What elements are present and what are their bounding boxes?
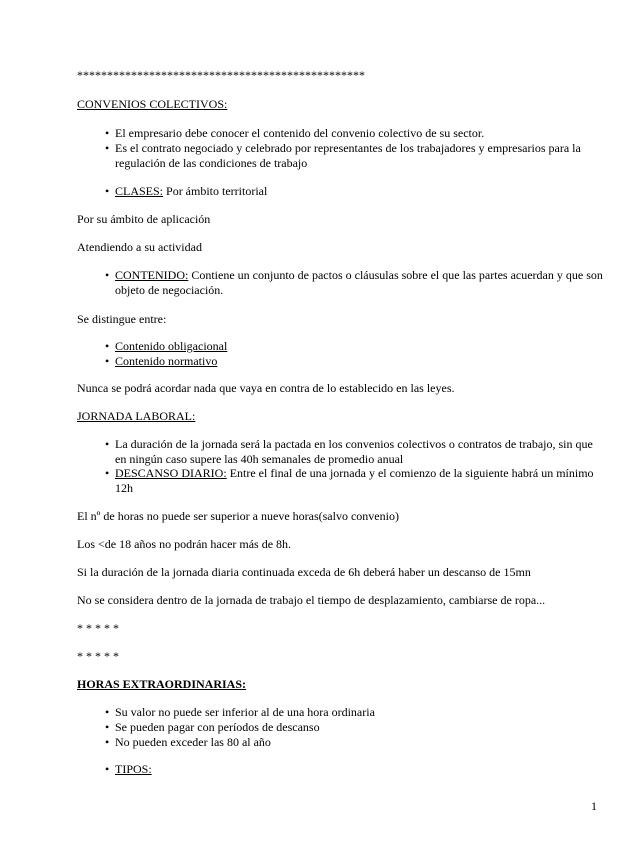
list-item (105, 184, 605, 199)
jornada-bullet-list (105, 437, 605, 452)
heading-horas-extra: HORAS EXTRAORDINARIAS: (77, 677, 247, 691)
list-item: • Contenido normativo (105, 354, 605, 369)
list-item: • Es el contrato negociado y celebrado por representantes de los trabajadores y empresarios para la (105, 141, 605, 156)
contenido-text: Contiene un conjunto de pactos o cláusulas sobre el que las partes acuerdan y que son (188, 268, 603, 282)
paragraph-distingue: Se distingue entre: (77, 312, 167, 326)
descanso-list (105, 466, 605, 481)
tipos-list (105, 762, 605, 777)
list-item: • El empresario debe conocer el contenido del convenio colectivo de su sector. (105, 126, 605, 141)
heading-jornada: JORNADA LABORAL: (77, 409, 196, 423)
contenido-continuation: objeto de negociación. (115, 283, 224, 297)
contenido-label: CONTENIDO: (115, 268, 189, 282)
list-item: • No pueden exceder las 80 al año (105, 735, 605, 750)
page-number: 1 (591, 799, 597, 813)
paragraph-menores: Los <de 18 años no podrán hacer más de 8h. (77, 537, 292, 551)
horas-bullet-list (105, 705, 605, 750)
separator-line: ************************************************ (77, 68, 365, 82)
list-item: • La duración de la jornada será la pactada en los convenios colectivos o contratos de trabajo, sin que (105, 437, 605, 452)
stars-separator: * * * * * (77, 649, 119, 663)
list-item: • Su valor no puede ser inferior al de una hora ordinaria (105, 705, 605, 720)
tipos-contenido-list (105, 339, 605, 369)
clases-text: Por ámbito territorial (163, 184, 268, 198)
heading-convenios: CONVENIOS COLECTIVOS: (77, 97, 228, 111)
convenios-bullet-list (105, 126, 605, 156)
paragraph-nunca: Nunca se podrá acordar nada que vaya en contra de lo establecido en las leyes. (77, 381, 455, 395)
descanso-label: DESCANSO DIARIO: (115, 466, 227, 480)
descanso-continuation: 12h (115, 481, 133, 495)
contenido-list (105, 268, 605, 283)
tipos-label: TIPOS: (115, 762, 152, 776)
bullet-continuation: en ningún caso supere las 40h semanales de promedio anual (115, 452, 404, 466)
paragraph-actividad: Atendiendo a su actividad (77, 240, 202, 254)
paragraph-desplazamiento: No se considera dentro de la jornada de trabajo el tiempo de desplazamiento, cambiarse de ropa... (77, 593, 546, 607)
paragraph-ambito: Por su ámbito de aplicación (77, 212, 211, 226)
list-item: • Contenido obligacional (105, 339, 605, 354)
list-item (105, 466, 605, 481)
list-item: • Se pueden pagar con períodos de descanso (105, 720, 605, 735)
clases-label: CLASES: (115, 184, 164, 198)
list-item (105, 762, 605, 777)
stars-separator: * * * * * (77, 621, 119, 635)
clases-list (105, 184, 605, 199)
descanso-text: Entre el final de una jornada y el comienzo de la siguiente habrá un mínimo (226, 466, 594, 480)
paragraph-descanso-continuada: Si la duración de la jornada diaria continuada exceda de 6h deberá haber un descanso de 15mn (77, 565, 531, 579)
list-item (105, 268, 605, 283)
paragraph-horas-max: El nº de horas no puede ser superior a nueve horas(salvo convenio) (77, 509, 399, 523)
bullet-continuation: regulación de las condiciones de trabajo (115, 156, 308, 170)
